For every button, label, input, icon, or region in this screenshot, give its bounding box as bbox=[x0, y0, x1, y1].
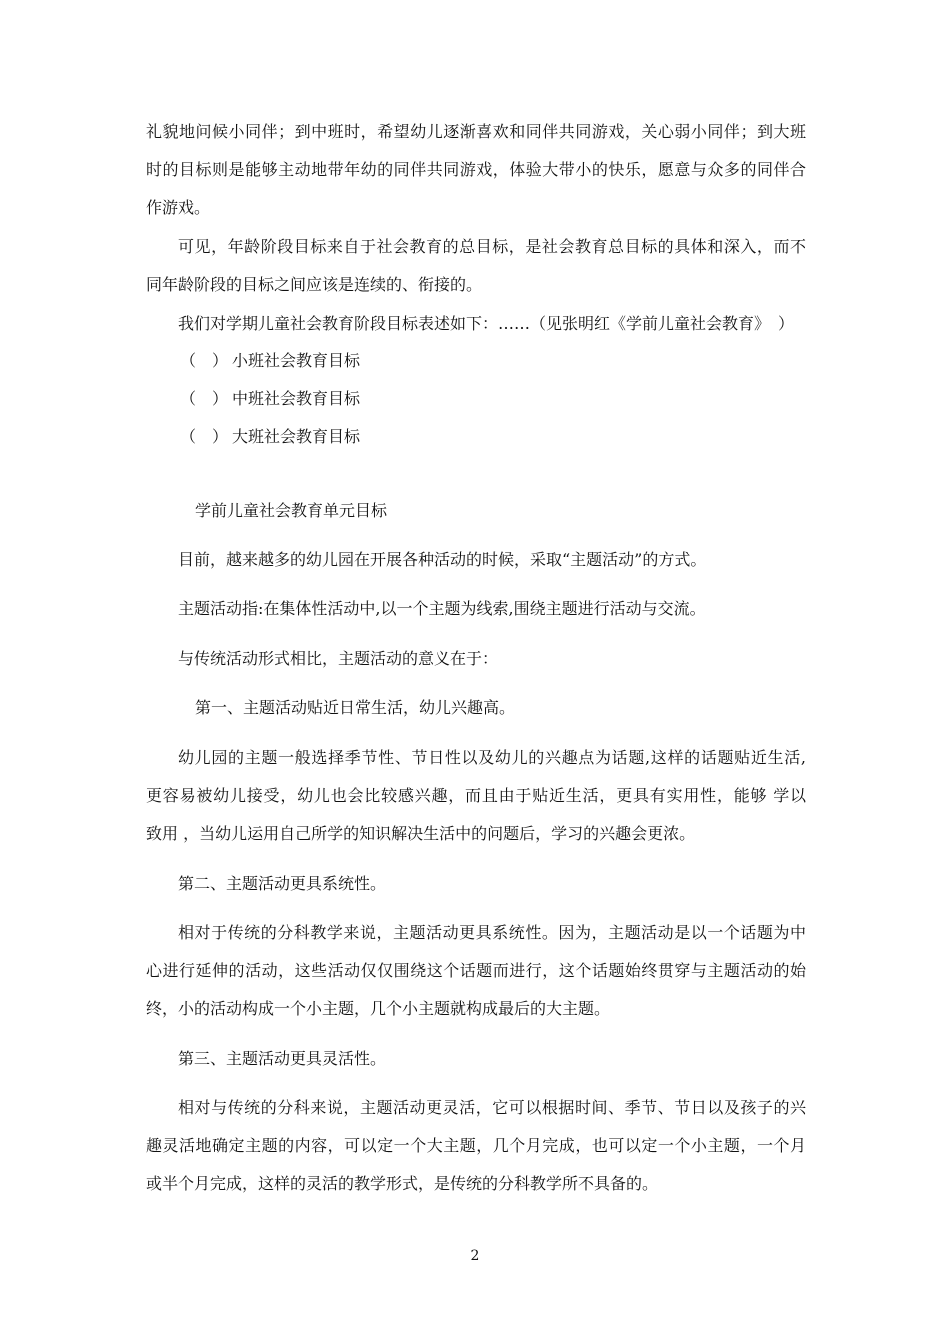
list-item-text: 中班社会教育目标 bbox=[232, 389, 361, 408]
paragraph-line: 同年龄阶段的目标之间应该是连续的、衔接的。 bbox=[146, 275, 483, 294]
paragraph-line: 趣灵活地确定主题的内容，可以定一个大主题，几个月完成，也可以定一个小主题，一个月 bbox=[146, 1136, 806, 1155]
list-item bbox=[180, 388, 360, 410]
page-number: 2 bbox=[470, 1248, 480, 1264]
point-heading: 第三、主题活动更具灵活性。 bbox=[178, 1049, 387, 1068]
paragraph-line: 主题活动指:在集体性活动中,以一个主题为线索,围绕主题进行活动与交流。 bbox=[178, 599, 706, 618]
list-item-text: 小班社会教育目标 bbox=[232, 351, 361, 370]
paragraph-line: 心进行延伸的活动，这些活动仅仅围绕这个话题而进行，这个话题始终贯穿与主题活动的始 bbox=[146, 961, 806, 980]
paragraph-line: 与传统活动形式相比，主题活动的意义在于： bbox=[178, 649, 499, 668]
paragraph-line: 时的目标则是能够主动地带年幼的同伴共同游戏，体验大带小的快乐，愿意与众多的同伴合 bbox=[146, 160, 806, 179]
paragraph-line: 或半个月完成，这样的灵活的教学形式，是传统的分科教学所不具备的。 bbox=[146, 1174, 659, 1193]
paragraph-line: 我们对学期儿童社会教育阶段目标表述如下：……（见张明红《学前儿童社会教育》 ） bbox=[178, 314, 795, 333]
paragraph-line: 终，小的活动构成一个小主题，几个小主题就构成最后的大主题。 bbox=[146, 999, 611, 1018]
list-marker: （ ） bbox=[180, 389, 229, 408]
list-item bbox=[180, 350, 360, 372]
paragraph-line: 可见，年龄阶段目标来自于社会教育的总目标，是社会教育总目标的具体和深入，而不 bbox=[178, 237, 806, 256]
list-marker: （ ） bbox=[180, 351, 229, 370]
point-heading: 第二、主题活动更具系统性。 bbox=[178, 874, 387, 893]
paragraph-line: 更容易被幼儿接受，幼儿也会比较感兴趣，而且由于贴近生活，更具有实用性，能够 学以 bbox=[146, 786, 806, 805]
list-item-text: 大班社会教育目标 bbox=[232, 427, 361, 446]
paragraph-line: 幼儿园的主题一般选择季节性、节日性以及幼儿的兴趣点为话题,这样的话题贴近生活, bbox=[178, 748, 806, 767]
list-marker: （ ） bbox=[180, 427, 229, 446]
list-item bbox=[180, 426, 360, 448]
paragraph-line: 礼貌地问候小同伴；到中班时，希望幼儿逐渐喜欢和同伴共同游戏，关心弱小同伴；到大班 bbox=[146, 122, 806, 141]
paragraph-line: 致用 ，当幼儿运用自己所学的知识解决生活中的问题后，学习的兴趣会更浓。 bbox=[146, 824, 696, 843]
paragraph-line: 目前，越来越多的幼儿园在开展各种活动的时候，采取“主题活动”的方式。 bbox=[178, 550, 707, 569]
paragraph-line: 相对于传统的分科教学来说，主题活动更具系统性。因为，主题活动是以一个话题为中 bbox=[178, 923, 806, 942]
section-heading: 学前儿童社会教育单元目标 bbox=[195, 501, 388, 520]
paragraph-line: 相对与传统的分科来说，主题活动更灵活，它可以根据时间、季节、节日以及孩子的兴 bbox=[178, 1098, 806, 1117]
point-heading: 第一、主题活动贴近日常生活，幼儿兴趣高。 bbox=[195, 698, 516, 717]
paragraph-line: 作游戏。 bbox=[146, 198, 211, 217]
